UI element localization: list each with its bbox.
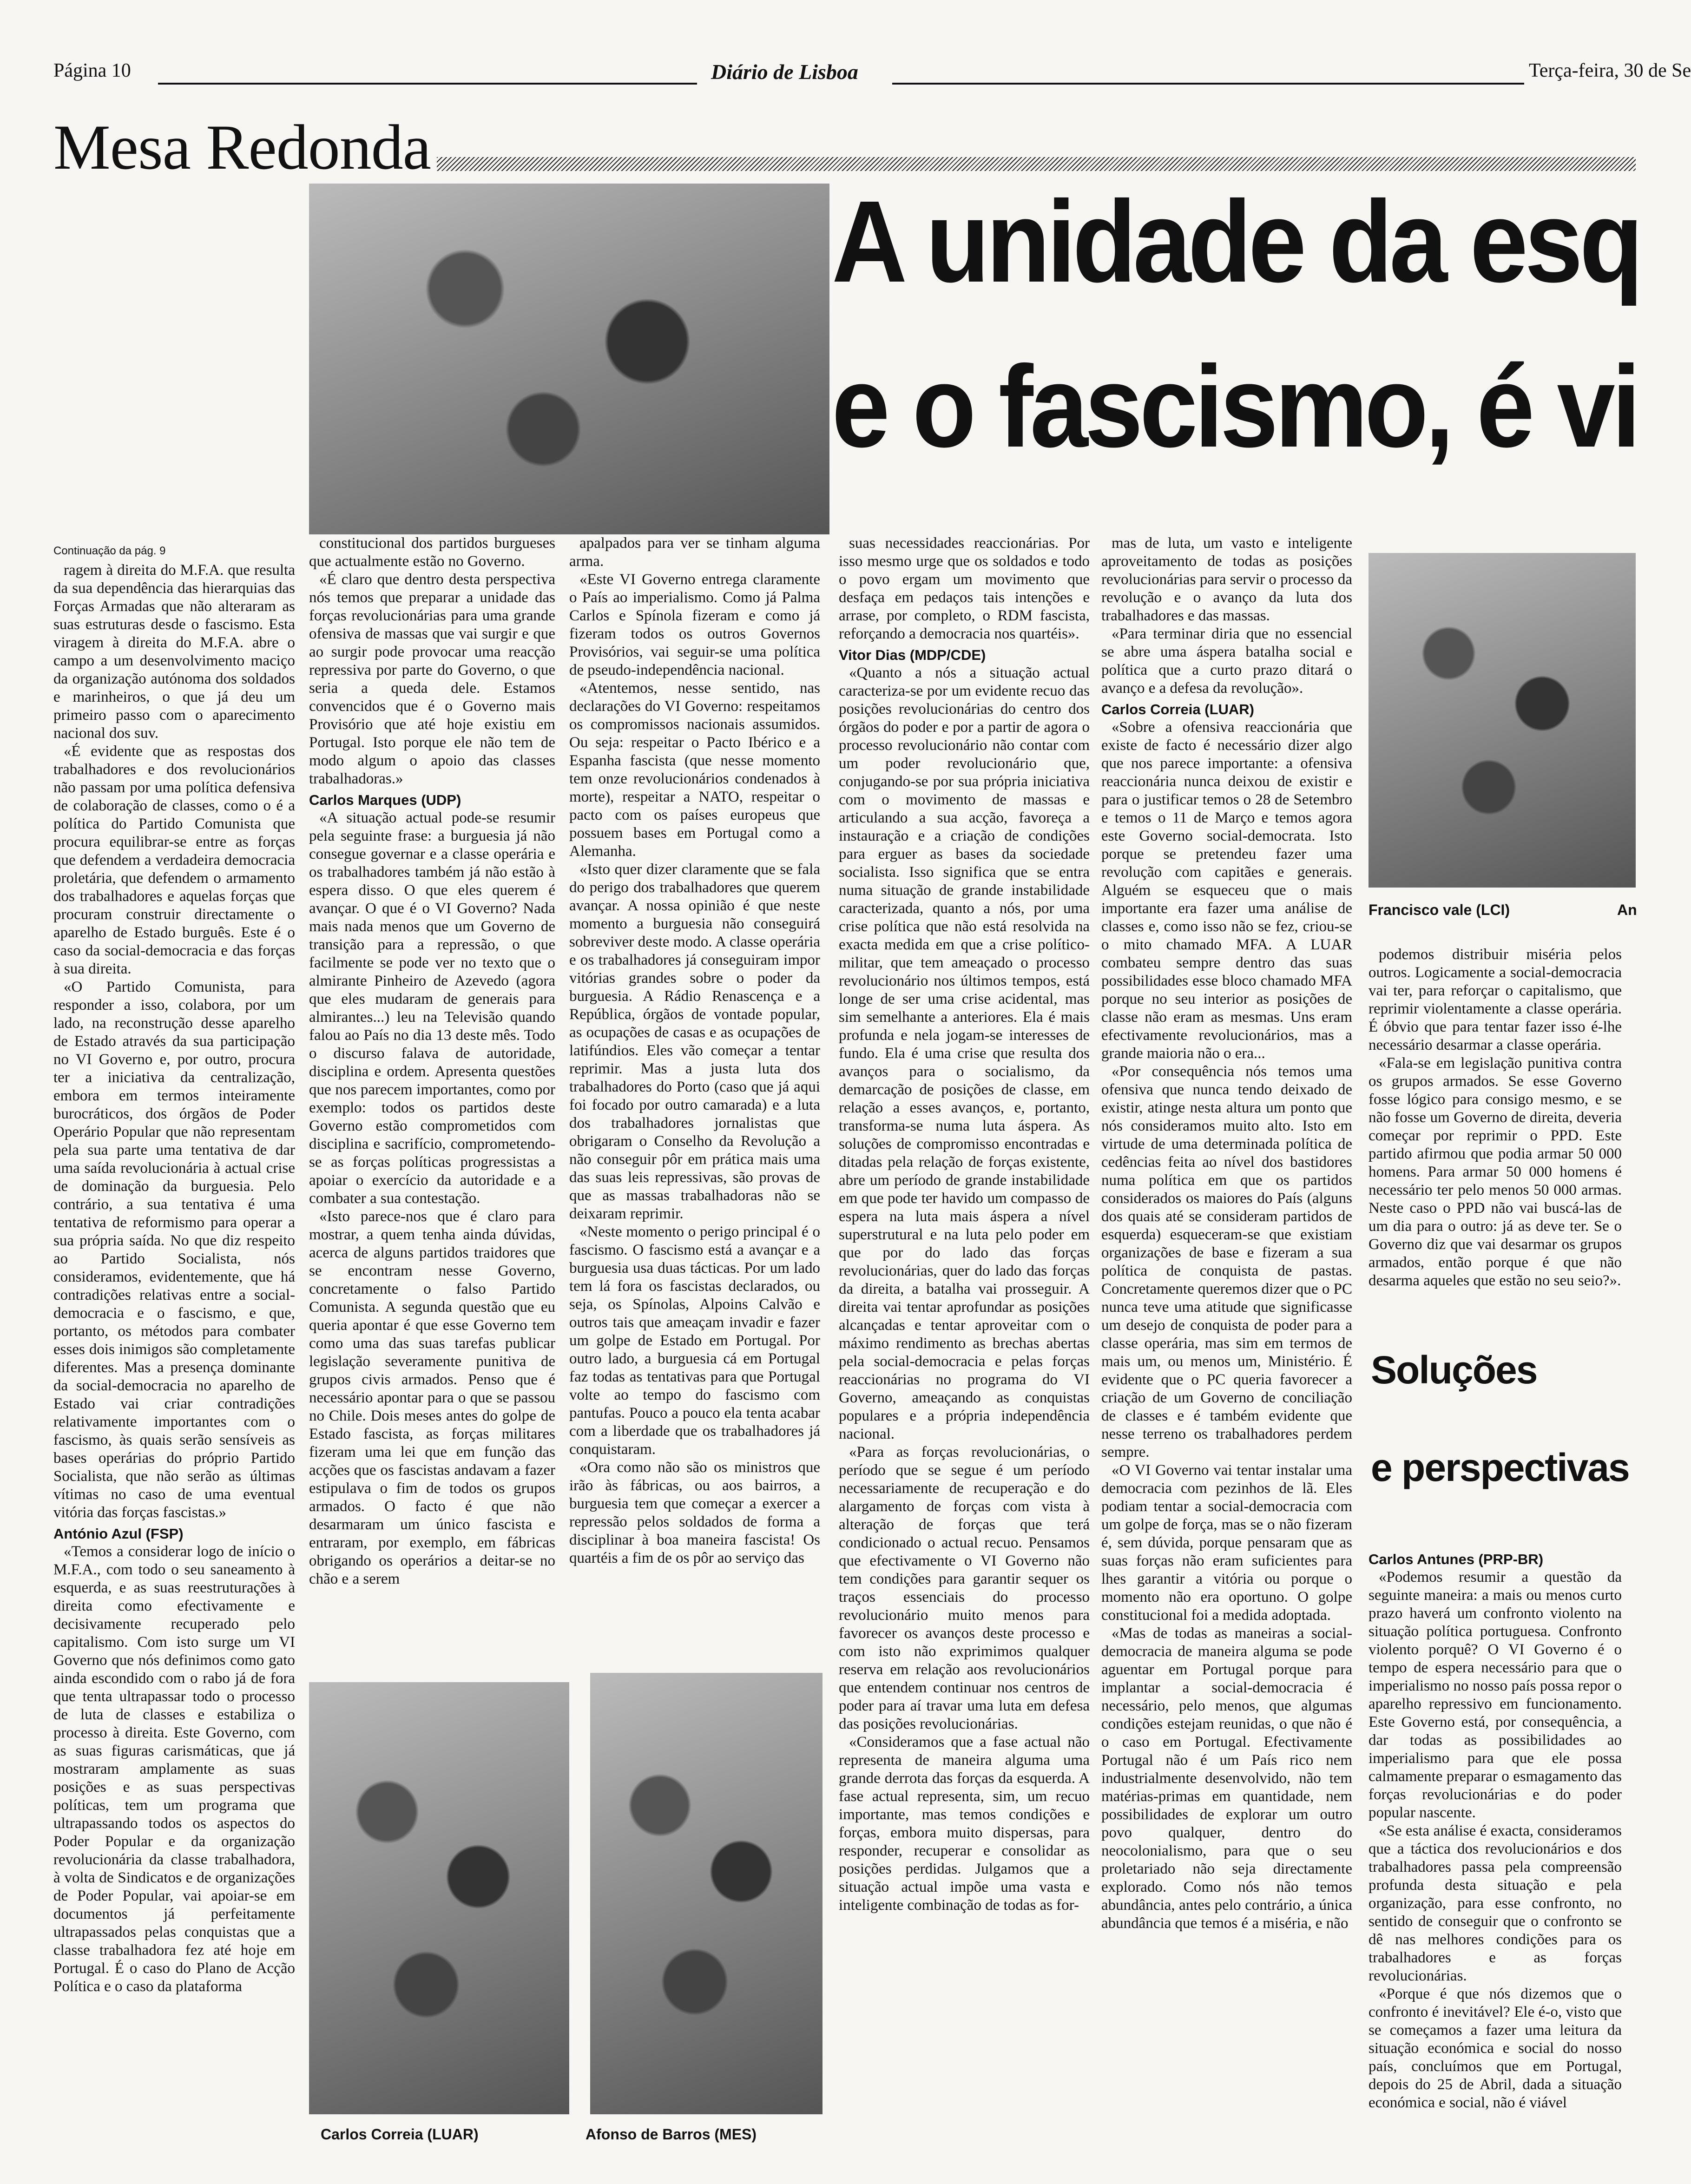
article-paragraph: «Neste momento o perigo principal é o fascismo. O fascismo está a avançar e a burguesia usa duas tácticas. Por um lado tem lá fora os fascistas declarados, ou seja, os Spínolas, Alpoins Calvão e outros tais que ameaçam invadir e fazer um golpe de Estado em Portugal. Por outro lado, a burguesia cá em Portugal faz todas as tentativas para que Portugal volte ao tempo do fascismo com pantufas. Pouco a pouco ela tenta acabar com a liberdade que os trabalhadores já conquistaram. [569,1224,820,1458]
article-paragraph: «O Partido Comunista, para responder a isso, colabora, por um lado, na reconstrução desse aparelho de Estado através da sua participação no VI Governo e, por outro, procura ter a iniciativa da centralização, embora em termos inteiramente burocráticos, dos órgãos de Poder Operário Popular que não representam pela sua parte uma tentativa de dar uma saída revolucionária à actual crise de dominação da burguesia. Pelo contrário, a sua tentativa é uma tentativa de reformismo para operar a sua própria saída. No que diz respeito ao Partido Socialista, nós consideramos, evidentemente, que há contradições relativas entre a social-democracia e o fascismo, e que, portanto, os métodos para combater esses dois inimigos são completamente diferentes. Mas a presença dominante da social-democracia no aparelho de Estado vai criar contradições relativamente importantes com o fascismo, às quais serão sensíveis as bases operárias do próprio Partido Socialista, que não serão as últimas vítimas no caso de uma eventual vitória das forças fascistas.» [53,979,295,1521]
header-rule-right [892,83,1524,85]
article-column-2 [309,534,555,1673]
article-paragraph: «É evidente que as respostas dos trabalhadores e dos revolucionários não passam por uma política defensiva de colaboração de classes, como o é a política do Partido Comunista que procura equilibrar-se entre as forças que defendem a verdadeira democracia proletária, que defendem o armamento dos trabalhadores e aquelas forças que procuram construir directamente o aparelho de Estado burguês. Este é o caso da social-democracia e das forças à sua direita. [53,743,295,977]
headline-line-1: A unidade da esq [832,177,1640,306]
article-paragraph: constitucional dos partidos burgueses que actualmente estão no Governo. [309,535,555,570]
subheading-perspectivas: e perspectivas [1371,1446,1629,1489]
article-column-1 [53,561,295,2160]
speaker-byline: Carlos Marques (UDP) [309,792,461,808]
section-title: Mesa Redonda [53,112,431,183]
caption-carlos-correia: Carlos Correia (LUAR) [321,2126,479,2143]
article-paragraph: «Fala-se em legislação punitiva contra os grupos armados. Se esse Governo fosse lógico para consigo mesmo, e se não fosse um Governo de direita, deveria começar por reprimir o PPD. Este partido afirmou que podia armar 50 000 homens. Para armar 50 000 homens é necessário ter pelo menos 50 000 armas. Neste caso o PPD não vai buscá-las de um dia para o outro: já as deve ter. Se o Governo diz que vai desarmar os grupos armados, então porque é que não desarma aqueles que estão no seu seio?». [1369,1055,1622,1289]
article-paragraph: ragem à direita do M.F.A. que resulta da sua dependência das hierarquias das Forças Armadas que não alteraram as suas estruturas desde o fascismo. Esta viragem à direita do M.F.A. abre o campo a um desenvolvimento maciço da organização autónoma dos soldados e marinheiros, o que já deu um primeiro passo com o aparecimento nacional dos suv. [53,562,295,742]
article-paragraph: «Se esta análise é exacta, consideramos que a táctica dos revolucionários e dos trabalhadores passa pela compreensão profunda desta situação e pela organização, para esse confronto, no sentido de conseguir que o confronto se dê nas melhores condições para os trabalhadores e as forças revolucionárias. [1369,1822,1622,1984]
speaker-byline: Carlos Correia (LUAR) [1101,701,1254,717]
section-hatch-bar [437,157,1636,171]
article-paragraph: «Porque é que nós dizemos que o confronto é inevitável? Ele é-o, visto que se começamos a fazer uma leitura da situação económica e social do nosso país, concluímos que em Portugal, depois do 25 de Abril, dada a situação económica e social, não é viável [1369,1986,1622,2111]
afonso-de-barros-photo [590,1673,822,2114]
article-paragraph: «Para terminar diria que no essencial se abre uma áspera batalha social e política que a curto prazo ditará o avanço e a defesa da revolução». [1101,625,1352,697]
subheading-solucoes: Soluções [1371,1348,1537,1392]
article-paragraph: «O VI Governo vai tentar instalar uma democracia com pezinhos de lã. Eles podiam tentar a social-democracia com um golpe de força, mas se o não fizeram é, sem dúvida, porque pensaram que as suas forças não eram suficientes para lhes garantir a vitória ou porque o momento não era oportuno. O golpe constitucional foi a medida adoptada. [1101,1462,1352,1624]
speaker-byline: António Azul (FSP) [53,1526,184,1542]
speaker-byline: Carlos Antunes (PRP-BR) [1369,1551,1544,1567]
article-paragraph: mas de luta, um vasto e inteligente aproveitamento de todas as posições revolucionárias para servir o processo da revolução e o avanço da luta dos trabalhadores e das massas. [1101,535,1352,624]
date: Terça-feira, 30 de Se [1529,60,1691,81]
round-table-photo [309,184,829,534]
article-paragraph: «A situação actual pode-se resumir pela seguinte frase: a burguesia já não consegue governar e a classe operária e os trabalhadores também já não estão à espera disso. O que eles querem é avançar. O que é o VI Governo? Nada mais nada menos que um Governo de transição para a repressão, o que facilmente se pode ver no texto que o almirante Pinheiro de Azevedo (agora que eles mudaram de generais para almirantes...) leu na Televisão quando falou ao País no dia 13 deste mês. Todo o discurso falava de autoridade, disciplina e ordem. Apresenta questões que nos parecem importantes, como por exemplo: todos os partidos deste Governo estão comprometidos com disciplina e sacrifício, comprometendo-se as forças políticas progressistas a apoiar o exercício da autoridade e a combater a sua contestação. [309,809,555,1207]
masthead: Diário de Lisboa [711,60,858,84]
page-number: Página 10 [53,60,131,81]
article-paragraph: «Para as forças revolucionárias, o período que se segue é um período necessariamente de recuperação e do alargamento de forças com vista à alteração de forças que terá condicionado o actual recuo. Pensamos que efectivamente o VI Governo não tem condições para garantir sequer os traços essenciais do processo revolucionário muito menos para favorecer os avanços deste processo e com isto não exprimimos qualquer reserva em relação aos revolucionários que entendem continuar nos centros de poder para aí travar uma luta em defesa das posições revolucionárias. [839,1444,1090,1732]
article-paragraph: «Quanto a nós a situação actual caracteriza-se por um evidente recuo das posições revolucionárias do centro dos órgãos do poder e por a partir de agora o processo revolucionário não contar com um poder revolucionário que, conjugando-se por sua própria iniciativa com o movimento de massas e articulando a sua acção, favoreça a instauração e a criação de condições para erguer as bases da sociedade socialista. Isso significa que se entra numa situação de grande instabilidade caracterizada, quanto a nós, por uma crise política que não está resolvida na exacta medida em que a crise político-militar, que tem ameaçado o processo revolucionário nos últimos tempos, está longe de ser uma crise acidental, mas sim semelhante a anteriores. Ela é mais profunda e nela jogam-se interesses de fundo. Ela é uma crise que resulta dos avanços para o socialismo, da demarcação de posições de classe, em relação a esses avanços, e, portanto, transforma-se numa luta áspera. As soluções de compromisso encontradas e ditadas pela relação de forças existente, abre um período de grande instabilidade em que pode ter havido um compasso de espera na luta mais áspera a nível superstrutural e na luta pelo poder em que por do lado das forças revolucionárias, quer do lado das forças da direita, a batalha vai prosseguir. A direita vai tentar aprofundar as posições alcançadas e tentar aproveitar com o máximo rendimento as brechas abertas pela social-democracia e pelas forças reaccionárias no programa do VI Governo, ameaçando as conquistas populares e a própria independência nacional. [839,664,1090,1442]
article-paragraph: «Este VI Governo entrega claramente o País ao imperialismo. Como já Palma Carlos e Spínola fizeram e como já fizeram todos os outros Governos Provisórios, vai seguir-se uma política de pseudo-independência nacional. [569,571,820,678]
article-column-6-lower [1369,1547,1622,2161]
article-paragraph: «Consideramos que a fase actual não representa de maneira alguma uma grande derrota das forças da esquerda. A fase actual representa, sim, um recuo importante, mas temos condições e forças, embora muito dispersas, para responder, recuperar e consolidar as posições perdidas. Julgamos que a situação actual impõe uma vasta e inteligente combinação de todas as for- [839,1734,1090,1914]
caption-francisco-vale: Francisco vale (LCI) [1369,901,1510,918]
article-paragraph: «Atentemos, nesse sentido, nas declarações do VI Governo: respeitamos os compromissos nacionais assumidos. Ou seja: respeitar o Pacto Ibérico e a Espanha fascista (que nesse momento tem onze revolucionários condenados à morte), respeitar a NATO, respeitar o pacto com os países europeus que possuem bases em Portugal como a Alemanha. [569,680,820,860]
article-paragraph: «Sobre a ofensiva reaccionária que existe de facto é necessário dizer algo que nos parece importante: a ofensiva reaccionária nunca deixou de existir e para o justificar temos o 28 de Setembro e temos o 11 de Março e temos agora este Governo social-democrata. Isto porque se pretendeu fazer uma revolução com capitães e generais. Alguém se esqueceu que o mais importante era fazer uma análise de classes e, como isso não se fez, criou-se o mito chamado MFA. A LUAR combateu sempre dentro das suas possibilidades esse bloco chamado MFA porque no seu interior as posições de classe não eram as mesmas. Uns eram efectivamente revolucionários, mas a grande maioria não o era... [1101,719,1352,1062]
article-column-4 [839,534,1090,2161]
speaker-byline: Vitor Dias (MDP/CDE) [839,647,986,663]
article-paragraph: suas necessidades reaccionárias. Por isso mesmo urge que os soldados e todo o povo ergam um movimento que desfaça em pedaços tais intenções e arrase, por completo, o RDM fascista, reforçando a democracia nos quartéis». [839,535,1090,642]
article-paragraph: «Por consequência nós temos uma ofensiva que nunca tendo deixado de existir, atinge nesta altura um ponto que nós consideramos muito alto. Isto em virtude de uma determinada política de cedências feita ao nível dos bastidores numa política em que os partidos considerados os maiores do País (alguns dos quais até se consideram partidos de esquerda) esqueceram-se que existiam organizações de base e fizeram a sua política de conquista de pastas. Concretamente queremos dizer que o PC nunca teve uma atitude que significasse um desejo de conquista de poder para a classe operária, mas sim em termos de mais um, ou menos um, Ministério. É evidente que o PC queria favorecer a criação de um Governo de conciliação de classes e é também evidente que nesse terreno os trabalhadores perdem sempre. [1101,1063,1352,1460]
article-paragraph: podemos distribuir miséria pelos outros. Logicamente a social-democracia vai ter, para reforçar o capitalismo, que reprimir violentamente a classe operária. É óbvio que para tentar fazer isso é-lhe necessário desarmar a classe operária. [1369,946,1622,1053]
article-paragraph: «Mas de todas as maneiras a social-democracia de maneira alguma se pode aguentar em Portugal porque para implantar a social-democracia é necessário, pelo menos, que algumas condições estejam reunidas, o que não é o caso em Portugal. Efectivamente Portugal não é um País rico nem industrialmente desenvolvido, não tem matérias-primas em quantidade, nem possibilidades de explorar um outro povo qualquer, dentro do neocolonialismo, para que o seu proletariado não seja directamente explorado. Como nós não temos abundância, antes pelo contrário, a única abundância que temos é a miséria, e não [1101,1625,1352,1932]
article-paragraph: apalpados para ver se tinham alguma arma. [569,535,820,570]
carlos-correia-photo [309,1682,569,2114]
header-rule-left [158,83,697,85]
caption-afonso-de-barros: Afonso de Barros (MES) [586,2126,757,2143]
caption-edge-fragment: An [1617,901,1637,918]
continuation-note: Continuação da pág. 9 [53,545,166,557]
article-paragraph: «Temos a considerar logo de início o M.F.A., com todo o seu saneamento à esquerda, e as suas reestruturações à direita como efectivamente e decisivamente recuperado pelo capitalismo. Com isto surge um VI Governo que nós definimos como gato ainda escondido com o rabo já de fora que tenta ultrapassar todo o processo de luta de classes e estabiliza o processo à direita. Este Governo, com as suas figuras carismáticas, que já mostraram amplamente as suas posições e as suas perspectivas políticas, tem um programa que ultrapassando todos os aspectos do Poder Popular e da organização revolucionária da classe trabalhadora, à volta de Sindicatos e de organizações de Poder Popular, vai apoiar-se em documentos já perfeitamente ultrapassados pelas conquistas que a classe trabalhadora fez até hoje em Portugal. É o caso do Plano de Acção Política e o caso da plataforma [53,1543,295,1995]
francisco-vale-photo [1369,553,1636,888]
article-paragraph: «Isto quer dizer claramente que se fala do perigo dos trabalhadores que querem avançar. A nossa opinião é que neste momento a burguesia não conseguirá sobreviver deste modo. A classe operária e os trabalhadores já conseguiram impor vitórias grandes sobre o poder da burguesia. A Rádio Renascença e a República, órgãos de vontade popular, as ocupações de casas e as ocupações de latifúndios. Eles vão começar a tentar reprimir. Mas a justa luta dos trabalhadores do Porto (caso que já aqui foi focado por outro camarada) e a luta dos trabalhadores jornalistas que obrigaram o Conselho da Revolução a não conseguir pôr em prática mais uma das suas leis repressivas, são provas de que as massas trabalhadoras não se deixaram reprimir. [569,861,820,1222]
article-column-5 [1101,534,1352,2161]
article-paragraph: «Isto parece-nos que é claro para mostrar, a quem tenha ainda dúvidas, acerca de alguns partidos traidores que se encontram nesse Governo, concretamente o falso Partido Comunista. A segunda questão que eu queria apontar é que esse Governo tem como uma das suas tarefas publicar legislação severamente punitiva de grupos civis armados. Penso que é necessário apontar para o que se passou no Chile. Dois meses antes do golpe de Estado fascista, as forças militares fizeram uma lei que em função das acções que os fascistas andavam a fazer estipulava o fim de todos os grupos armados. O facto é que não desarmaram um único fascista e entraram, por exemplo, em fábricas obrigando os operários a deitar-se no chão e a serem [309,1208,555,1587]
headline-line-2: e o fascismo, é vi [832,342,1638,471]
article-paragraph: «Ora como não são os ministros que irão às fábricas, ou aos bairros, a burguesia tem que começar a exercer a repressão pelos soldados de forma a disciplinar à boa maneira fascista! Os quartéis a fim de os pôr ao serviço das [569,1459,820,1566]
article-column-6 [1369,946,1622,1331]
article-column-3 [569,534,820,1673]
article-paragraph: «É claro que dentro desta perspectiva nós temos que preparar a unidade das forças revolucionárias para uma grande ofensiva de massas que vai surgir e que ao surgir pode provocar uma reacção repressiva por parte do Governo, o que seria a queda dele. Estamos convencidos que é o Governo mais Provisório que até hoje existiu em Portugal. Isto porque ele não tem de modo algum o apoio das classes trabalhadoras.» [309,571,555,787]
article-paragraph: «Podemos resumir a questão da seguinte maneira: a mais ou menos curto prazo haverá um confronto violento na situação política portuguesa. Confronto violento porquê? O VI Governo é o tempo de espera necessário para que o imperialismo no nosso país possa repor o aparelho repressivo em funcionamento. Este Governo está, por consequência, a dar todas as possibilidades ao imperialismo para que ele possa calmamente preparar o esmagamento das forças revolucionárias e do poder popular nascente. [1369,1569,1622,1821]
